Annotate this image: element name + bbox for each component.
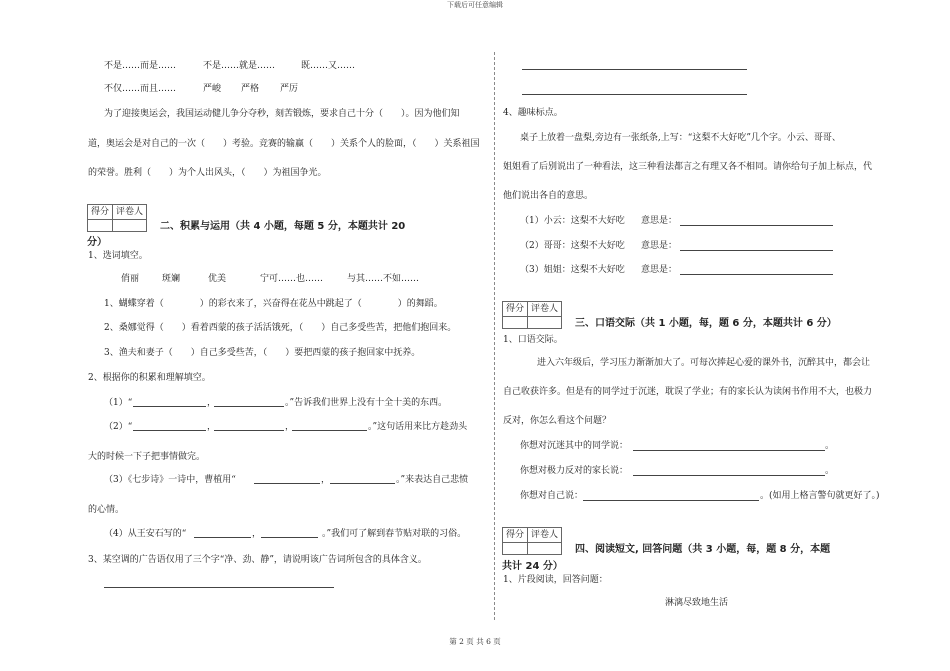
fill-in-sentence: 3、渔夫和妻子（ ）自己多受些苦，（ ）要把西蒙的孩子抱回家中抚养。 [104, 348, 421, 358]
answer-blank[interactable] [214, 430, 284, 431]
fill-text: ， [285, 422, 295, 432]
answer-blank[interactable] [633, 450, 825, 451]
paragraph-line: 姐姐看了后别说出了一种看法，这三种看法都言之有理又各不相同。请你给句子加上标点，代 [503, 162, 873, 172]
prompt-suffix: 。(如用上格言警句就更好了。) [760, 491, 880, 501]
speaker-sentence: （2）哥哥：这梨不大好吃 [520, 241, 625, 251]
grader-label: 评卷人 [113, 205, 147, 220]
question-heading: 3、某空调的广告语仅用了三个字“净、劲、静”，请说明该广告词所包含的具体含义。 [88, 555, 427, 565]
paragraph-line: 进入六年级后，学习压力渐渐加大了。可每次捧起心爱的课外书，沉醉其中，都会让 [537, 358, 871, 368]
answer-blank[interactable] [680, 274, 833, 275]
answer-blank[interactable] [583, 500, 759, 501]
fill-in-sentence: 2、桑娜觉得（ ）看着西蒙的孩子活活饿死，（ ）自己多受些苦，把他们抱回来。 [104, 323, 457, 333]
fill-text: ， [252, 529, 262, 539]
conjunction-option: 不是……而是…… [104, 61, 177, 71]
answer-blank[interactable] [133, 430, 206, 431]
column-divider [494, 52, 495, 620]
section-title: 四、阅读短文, 回答问题（共 3 小题，每，题 8 分，本题 [575, 544, 831, 555]
answer-blank[interactable] [330, 483, 395, 484]
page-header: 下载后可任意编辑 [447, 1, 503, 9]
answer-line[interactable] [104, 587, 334, 588]
conjunction-option: 不是……就是…… [203, 61, 276, 71]
fill-text: （4）从王安石写的“ [104, 529, 187, 539]
answer-blank[interactable] [680, 225, 833, 226]
paragraph-line: 自己收获许多。但是有的同学过于沉迷，耽误了学业；有的家长认为读闲书作用不大，也极力 [503, 387, 873, 397]
section-title-cont: 共计 24 分） [502, 561, 563, 572]
paragraph-line: 的荣誉。胜利（ ）为个人出风头，（ ）为祖国争光。 [88, 168, 327, 178]
score-box [502, 527, 562, 555]
answer-blank[interactable] [680, 250, 833, 251]
word-option: 严峻 [203, 84, 222, 94]
word-option: 俏丽 [121, 274, 140, 284]
question-heading: 4、趣味标点。 [503, 108, 563, 118]
prompt-label: 你想对沉迷其中的同学说： [520, 441, 629, 451]
meaning-label: 意思是： [641, 241, 678, 251]
fill-text: ， [207, 398, 217, 408]
paragraph-line: 桌子上放着一盘梨,旁边有一张纸条,上写：“这梨不大好吃”几个字。小云、哥哥、 [520, 133, 841, 143]
conjunction-option: 既……又…… [301, 61, 356, 71]
conjunction-option: 不仅……而且…… [104, 84, 177, 94]
fill-text: ， [321, 475, 331, 485]
fill-text: ， [207, 422, 217, 432]
answer-blank[interactable] [633, 475, 825, 476]
question-heading: 1、选词填空。 [88, 251, 148, 261]
fill-text: （2）“ [104, 422, 133, 432]
fill-text: 。”这句话用来比方趁劲头 [368, 422, 468, 432]
question-heading: 1、片段阅读，回答问题： [503, 575, 608, 585]
paragraph-line: 他们说出各自的意思。 [503, 191, 594, 201]
fill-text: 。”我们可了解到春节贴对联的习俗。 [322, 529, 467, 539]
meaning-label: 意思是： [641, 265, 678, 275]
section-title: 三、口语交际（共 1 小题，每，题 6 分，本题共计 6 分） [575, 318, 837, 329]
score-label: 得分 [503, 528, 528, 543]
word-option: 优美 [208, 274, 227, 284]
page-footer: 第 2 页 共 6 页 [449, 637, 501, 646]
fill-in-sentence: 1、蝴蝶穿着（ ）的彩衣来了，兴奋得在花丛中跳起了（ ）的舞蹈。 [104, 299, 443, 309]
fill-text: （1）“ [104, 398, 133, 408]
fill-text: 。”来表达自己悲愤 [396, 475, 469, 485]
fill-text: 的心情。 [88, 505, 125, 515]
section-title: 二、积累与运用（共 4 小题，每题 5 分，本题共计 20 [160, 221, 406, 232]
word-option: 严厉 [280, 84, 299, 94]
speaker-sentence: （1）小云：这梨不大好吃 [520, 216, 625, 226]
answer-blank[interactable] [133, 406, 206, 407]
answer-blank[interactable] [214, 406, 284, 407]
meaning-label: 意思是： [641, 216, 678, 226]
paragraph-line: 反对，你怎么看这个问题？ [503, 416, 612, 426]
question-heading: 1、口语交际。 [503, 335, 563, 345]
paragraph-line: 为了迎接奥运会，我国运动健儿争分夺秒，刻苦锻炼，要求自己十分（ ）。因为他们知 [104, 109, 460, 119]
word-option: 宁可……也…… [260, 274, 324, 284]
answer-blank[interactable] [194, 537, 251, 538]
answer-line[interactable] [522, 94, 747, 95]
score-box [87, 204, 147, 232]
score-label: 得分 [503, 302, 528, 317]
word-option: 与其……不如…… [347, 274, 420, 284]
prompt-label: 你想对极力反对的家长说： [520, 466, 629, 476]
fill-text: 。”告诉我们世界上没有十全十美的东西。 [285, 398, 448, 408]
prompt-label: 你想对自己说： [520, 491, 584, 501]
grader-label: 评卷人 [528, 302, 562, 317]
answer-blank[interactable] [292, 430, 367, 431]
question-heading: 2、根据你的积累和理解填空。 [88, 373, 211, 383]
answer-blank[interactable] [254, 483, 320, 484]
fill-text: 大的时候一下子把事情做完。 [88, 452, 206, 462]
answer-line[interactable] [522, 69, 747, 70]
score-label: 得分 [88, 205, 113, 220]
speaker-sentence: （3）姐姐：这梨不大好吃 [520, 265, 625, 275]
word-option: 斑斓 [162, 274, 181, 284]
score-box [502, 301, 562, 329]
section-title-cont: 分） [87, 237, 107, 248]
answer-blank[interactable] [261, 537, 318, 538]
fill-text: （3）《七步诗》一诗中，曹植用“ [104, 475, 236, 485]
passage-title: 淋漓尽致地生活 [665, 598, 729, 608]
word-option: 严格 [241, 84, 260, 94]
paragraph-line: 道，奥运会是对自己的一次（ ）考验。竞赛的输赢（ ）关系个人的脸面，（ ）关系祖国 [88, 139, 480, 149]
grader-label: 评卷人 [528, 528, 562, 543]
